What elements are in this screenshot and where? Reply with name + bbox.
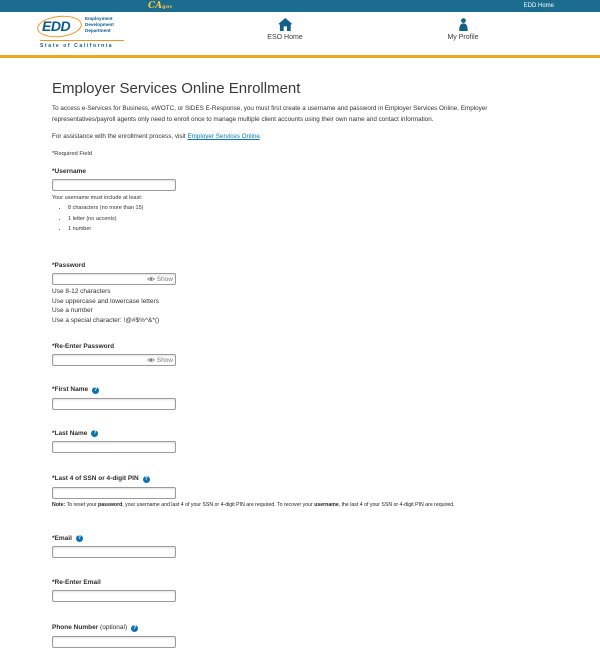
last-name-label-text: *Last Name <box>52 429 88 437</box>
password-rule-item: Use 8-12 characters <box>52 288 111 295</box>
nav-my-profile[interactable] <box>447 18 478 41</box>
edd-logo-acronym: EDD <box>42 18 71 34</box>
help-icon[interactable]: ? <box>144 475 148 482</box>
password-label: *Password <box>52 262 86 269</box>
last-name-group <box>52 430 548 454</box>
edd-dept-line2: Development <box>85 22 114 27</box>
username-rules-list <box>68 205 548 232</box>
reenter-email-label: *Re-Enter Email <box>52 579 101 586</box>
assistance-text-post: . <box>259 133 262 140</box>
reenter-password-label: *Re-Enter Password <box>52 343 115 350</box>
password-show-button[interactable] <box>146 276 174 284</box>
edd-logo-department <box>85 16 114 34</box>
email-label <box>52 535 548 543</box>
ca-gov-logo-text: CA <box>148 1 163 11</box>
email-input[interactable] <box>52 546 176 558</box>
first-name-label <box>52 386 548 394</box>
home-icon <box>267 18 302 31</box>
phone-group <box>52 624 548 648</box>
email-label-text: *Email <box>52 534 72 542</box>
person-icon <box>447 18 478 31</box>
nav-eso-home[interactable] <box>267 18 302 41</box>
help-icon[interactable]: ? <box>77 535 81 541</box>
first-name-label-text: *First Name <box>52 386 89 393</box>
username-group <box>52 168 548 232</box>
last-name-input[interactable] <box>52 441 176 453</box>
password-group <box>52 262 548 325</box>
phone-input[interactable] <box>52 636 176 648</box>
username-hint: Your username must include at least: <box>52 195 143 201</box>
password-rules <box>52 287 548 325</box>
phone-optional-inner: (optional) <box>100 624 128 631</box>
reenter-password-group <box>52 343 548 366</box>
note-text: To reset your <box>65 501 99 508</box>
utility-bar <box>0 0 600 12</box>
ca-gov-logo-suffix: gov <box>162 4 173 10</box>
reenter-email-group <box>52 579 548 602</box>
note-text: , your username and last 4 of your SSN or 4-digit PIN are required. To recover your <box>122 501 315 508</box>
eye-icon <box>147 276 155 284</box>
reenter-password-show-button[interactable] <box>146 357 174 365</box>
note-prefix: Note: <box>52 501 66 508</box>
edd-dept-line3: Department <box>85 28 111 33</box>
note-bold-username: username <box>314 501 339 508</box>
username-label: *Username <box>52 168 86 175</box>
password-rule-item: Use uppercase and lowercase letters <box>52 297 159 305</box>
employer-services-online-link[interactable]: Employer Services Online <box>187 133 260 140</box>
edd-logo-tagline: State of California <box>40 40 124 49</box>
first-name-group <box>52 386 548 410</box>
reenter-password-show-label: Show <box>156 357 173 364</box>
last-name-label <box>52 430 548 438</box>
first-name-input[interactable] <box>52 398 176 410</box>
phone-label <box>52 624 548 632</box>
ssn-pin-group <box>52 475 548 508</box>
edd-home-link[interactable]: EDD Home <box>523 3 554 9</box>
email-group <box>52 535 548 559</box>
password-show-label: Show <box>156 276 173 283</box>
intro-text: To access e-Services for Business, eWOTC, or SIDES E-Response, you must first create a username and password in Employer Services Online. Employer representatives/payroll agents only need to enroll once to manage multiple client accounts using their own name and contact information. <box>52 105 488 123</box>
nav-my-profile-label: My Profile <box>447 34 479 41</box>
password-rule-item: Use a number <box>52 307 93 314</box>
help-icon[interactable]: ? <box>133 624 137 631</box>
page-title: Employer Services Online Enrollment <box>52 80 301 97</box>
password-rule-item: Use a special character: !@#$%^&*() <box>52 316 160 324</box>
ssn-pin-note <box>52 502 548 508</box>
note-text: , the last 4 of your SSN or 4-digit PIN are required. <box>338 501 455 508</box>
help-icon[interactable]: ? <box>93 430 97 436</box>
header <box>0 12 600 55</box>
assistance-text <box>52 133 548 140</box>
required-field-note: *Required Field <box>52 151 92 157</box>
phone-label-text: Phone Number <box>52 624 99 631</box>
main-content <box>0 58 600 648</box>
reenter-email-input[interactable] <box>52 590 176 602</box>
username-rule-item: • 1 number <box>68 226 548 232</box>
edd-dept-line1: Employment <box>85 16 113 21</box>
ssn-pin-input[interactable] <box>52 487 176 499</box>
username-rule-item: • 8 characters (no more than 15) <box>68 205 548 211</box>
nav-eso-home-label: ESO Home <box>267 34 303 41</box>
note-bold-password: password <box>98 501 123 508</box>
edd-logo[interactable] <box>40 16 126 51</box>
ssn-pin-label <box>52 475 548 483</box>
help-icon[interactable]: ? <box>94 386 98 393</box>
username-rule-item: • 1 letter (no accents) <box>68 216 548 222</box>
ssn-pin-label-text: *Last 4 of SSN or 4-digit PIN <box>52 475 139 482</box>
eye-icon <box>147 357 155 365</box>
assistance-text-pre: For assistance with the enrollment process, visit <box>52 133 188 140</box>
username-input[interactable] <box>52 179 176 191</box>
phone-optional-text <box>98 624 127 631</box>
